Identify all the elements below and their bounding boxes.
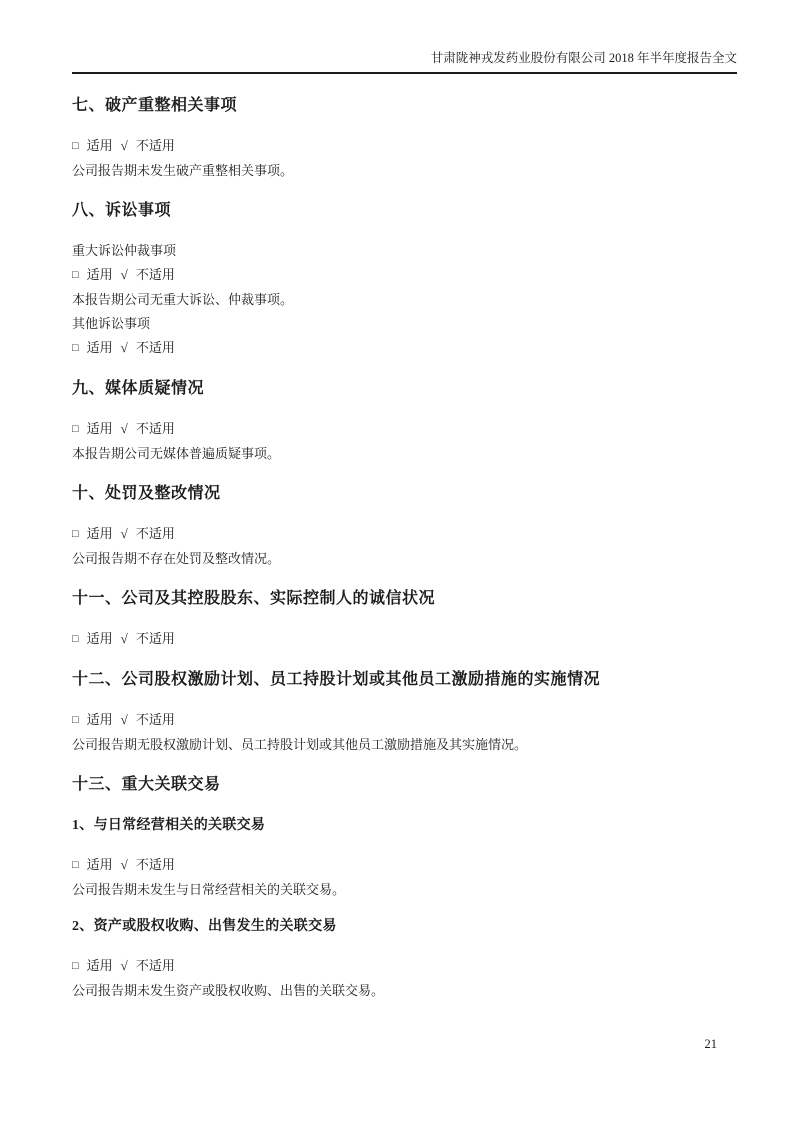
section-heading-7: 七、破产重整相关事项 (72, 97, 238, 114)
check-icon: √ (120, 138, 128, 153)
not-applicable-label: 不适用 (135, 138, 175, 153)
paragraph: 其他诉讼事项 (72, 316, 151, 331)
applicable-label: 适用 (86, 267, 113, 282)
applicability-line (72, 631, 737, 648)
not-applicable-label: 不适用 (135, 421, 175, 436)
applicable-label: 适用 (86, 340, 113, 355)
not-applicable-label: 不适用 (135, 340, 175, 355)
not-applicable-label: 不适用 (135, 712, 175, 727)
not-applicable-label: 不适用 (135, 857, 175, 872)
checkbox-icon: □ (72, 633, 79, 645)
not-applicable-label: 不适用 (135, 958, 175, 973)
paragraph: 公司报告期未发生与日常经营相关的关联交易。 (72, 882, 346, 897)
applicability-line (72, 958, 737, 975)
check-icon: √ (120, 631, 128, 646)
not-applicable-label: 不适用 (135, 631, 175, 646)
section-heading-12: 十二、公司股权激励计划、员工持股计划或其他员工激励措施的实施情况 (72, 671, 601, 688)
check-icon: √ (120, 267, 128, 282)
applicable-label: 适用 (86, 631, 113, 646)
page-content (72, 50, 737, 999)
applicability-line (72, 267, 737, 284)
checkbox-icon: □ (72, 859, 79, 871)
paragraph: 公司报告期未发生资产或股权收购、出售的关联交易。 (72, 983, 385, 998)
applicable-label: 适用 (86, 857, 113, 872)
applicable-label: 适用 (86, 958, 113, 973)
section-heading-11: 十一、公司及其控股股东、实际控制人的诚信状况 (72, 590, 436, 607)
applicability-line (72, 138, 737, 155)
check-icon: √ (120, 340, 128, 355)
check-icon: √ (120, 526, 128, 541)
checkbox-icon: □ (72, 714, 79, 726)
applicable-label: 适用 (86, 526, 113, 541)
section-heading-9: 九、媒体质疑情况 (72, 380, 205, 397)
applicable-label: 适用 (86, 421, 113, 436)
check-icon: √ (120, 857, 128, 872)
checkbox-icon: □ (72, 342, 79, 354)
section-heading-10: 十、处罚及整改情况 (72, 485, 221, 502)
applicability-line (72, 526, 737, 543)
paragraph: 公司报告期无股权激励计划、员工持股计划或其他员工激励措施及其实施情况。 (72, 737, 528, 752)
check-icon: √ (120, 712, 128, 727)
check-icon: √ (120, 958, 128, 973)
section-heading-13: 十三、重大关联交易 (72, 776, 221, 793)
check-icon: √ (120, 421, 128, 436)
not-applicable-label: 不适用 (135, 526, 175, 541)
page-header (72, 50, 737, 74)
paragraph: 公司报告期不存在处罚及整改情况。 (72, 551, 281, 566)
checkbox-icon: □ (72, 960, 79, 972)
applicability-line (72, 712, 737, 729)
page-header-title: 甘肃陇神戎发药业股份有限公司 2018 年半年度报告全文 (430, 51, 737, 65)
paragraph: 公司报告期未发生破产重整相关事项。 (72, 163, 294, 178)
checkbox-icon: □ (72, 528, 79, 540)
page-number: 21 (704, 1037, 717, 1051)
applicability-line (72, 421, 737, 438)
applicable-label: 适用 (86, 712, 113, 727)
applicability-line (72, 857, 737, 874)
checkbox-icon: □ (72, 423, 79, 435)
section-heading-8: 八、诉讼事项 (72, 202, 172, 219)
paragraph: 重大诉讼仲裁事项 (72, 243, 177, 258)
paragraph: 本报告期公司无重大诉讼、仲裁事项。 (72, 292, 294, 307)
sub-heading-1: 1、与日常经营相关的关联交易 (72, 818, 266, 833)
checkbox-icon: □ (72, 140, 79, 152)
sub-heading-2: 2、资产或股权收购、出售发生的关联交易 (72, 919, 337, 934)
applicability-line (72, 340, 737, 357)
checkbox-icon: □ (72, 269, 79, 281)
paragraph: 本报告期公司无媒体普遍质疑事项。 (72, 446, 281, 461)
not-applicable-label: 不适用 (135, 267, 175, 282)
applicable-label: 适用 (86, 138, 113, 153)
